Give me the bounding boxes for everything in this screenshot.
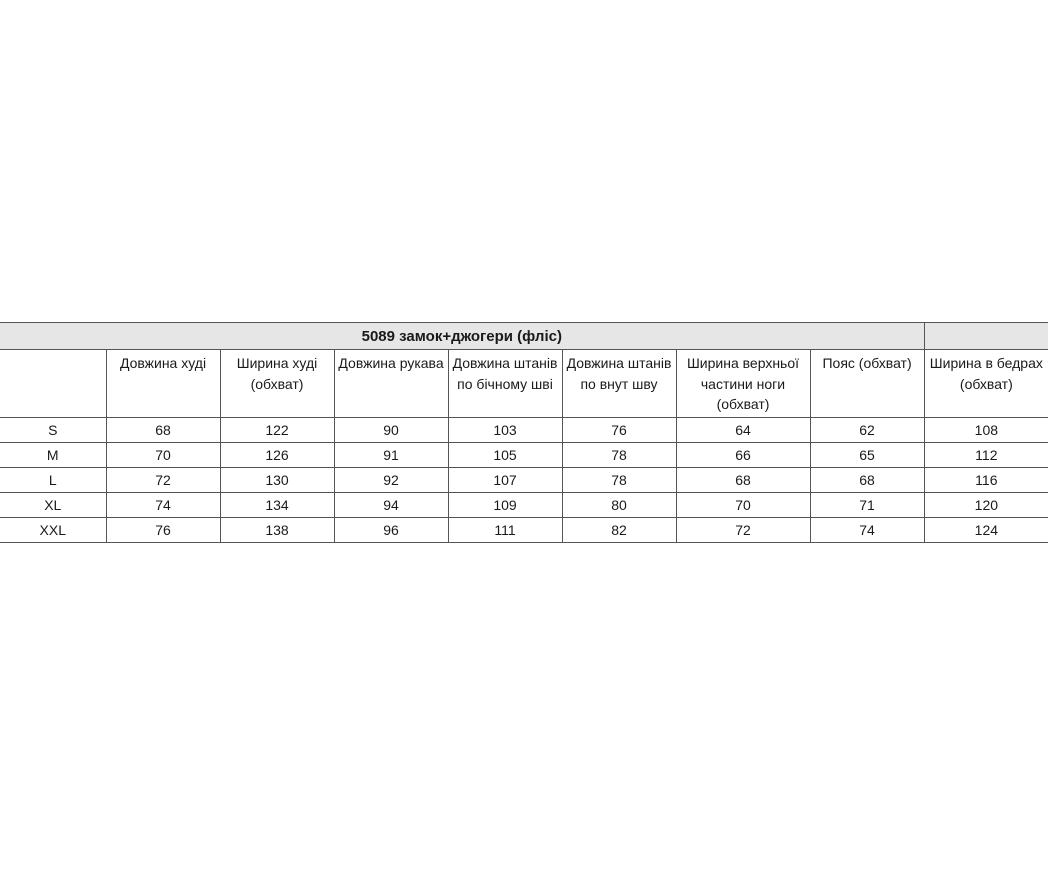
table-cell: 90	[334, 418, 448, 443]
table-cell: 96	[334, 518, 448, 543]
column-header: Ширина худі (обхват)	[220, 350, 334, 418]
column-header: Довжина рукава	[334, 350, 448, 418]
size-label-cell: L	[0, 468, 106, 493]
table-cell: 105	[448, 443, 562, 468]
column-header: Ширина в бедрах (обхват)	[924, 350, 1048, 418]
table-cell: 68	[810, 468, 924, 493]
table-cell: 70	[106, 443, 220, 468]
table-cell: 74	[810, 518, 924, 543]
table-cell: 68	[106, 418, 220, 443]
column-header: Пояс (обхват)	[810, 350, 924, 418]
size-label-cell: M	[0, 443, 106, 468]
size-chart-table	[0, 322, 1048, 543]
table-cell: 134	[220, 493, 334, 518]
table-row	[0, 493, 1048, 518]
column-header: Довжина худі	[106, 350, 220, 418]
table-cell: 74	[106, 493, 220, 518]
table-cell: 122	[220, 418, 334, 443]
table-cell: 126	[220, 443, 334, 468]
column-header	[0, 350, 106, 418]
table-cell: 112	[924, 443, 1048, 468]
table-row	[0, 468, 1048, 493]
table-cell: 65	[810, 443, 924, 468]
table-cell: 111	[448, 518, 562, 543]
table-cell: 92	[334, 468, 448, 493]
table-cell: 107	[448, 468, 562, 493]
title-row	[0, 323, 1048, 350]
table-cell: 78	[562, 443, 676, 468]
column-header: Довжина штанів по внут шву	[562, 350, 676, 418]
table-cell: 72	[676, 518, 810, 543]
table-cell: 108	[924, 418, 1048, 443]
table-row	[0, 443, 1048, 468]
column-header: Ширина верхньої частини ноги (обхват)	[676, 350, 810, 418]
table-cell: 120	[924, 493, 1048, 518]
table-cell: 103	[448, 418, 562, 443]
table-row	[0, 518, 1048, 543]
table-cell: 91	[334, 443, 448, 468]
table-cell: 76	[106, 518, 220, 543]
title-row-empty-cell	[924, 323, 1048, 350]
table-cell: 66	[676, 443, 810, 468]
table-cell: 68	[676, 468, 810, 493]
column-header: Довжина штанів по бічному шві	[448, 350, 562, 418]
size-label-cell: XXL	[0, 518, 106, 543]
table-cell: 78	[562, 468, 676, 493]
table-cell: 62	[810, 418, 924, 443]
table-body	[0, 323, 1048, 543]
header-row	[0, 350, 1048, 418]
table-cell: 64	[676, 418, 810, 443]
table-cell: 116	[924, 468, 1048, 493]
table-cell: 80	[562, 493, 676, 518]
table-cell: 76	[562, 418, 676, 443]
table-row	[0, 418, 1048, 443]
table-cell: 71	[810, 493, 924, 518]
table-cell: 130	[220, 468, 334, 493]
size-label-cell: XL	[0, 493, 106, 518]
table-cell: 82	[562, 518, 676, 543]
table-cell: 70	[676, 493, 810, 518]
table-cell: 109	[448, 493, 562, 518]
table-cell: 72	[106, 468, 220, 493]
table-cell: 138	[220, 518, 334, 543]
size-label-cell: S	[0, 418, 106, 443]
table-cell: 124	[924, 518, 1048, 543]
table-title: 5089 замок+джогери (фліс)	[0, 323, 924, 350]
table-cell: 94	[334, 493, 448, 518]
